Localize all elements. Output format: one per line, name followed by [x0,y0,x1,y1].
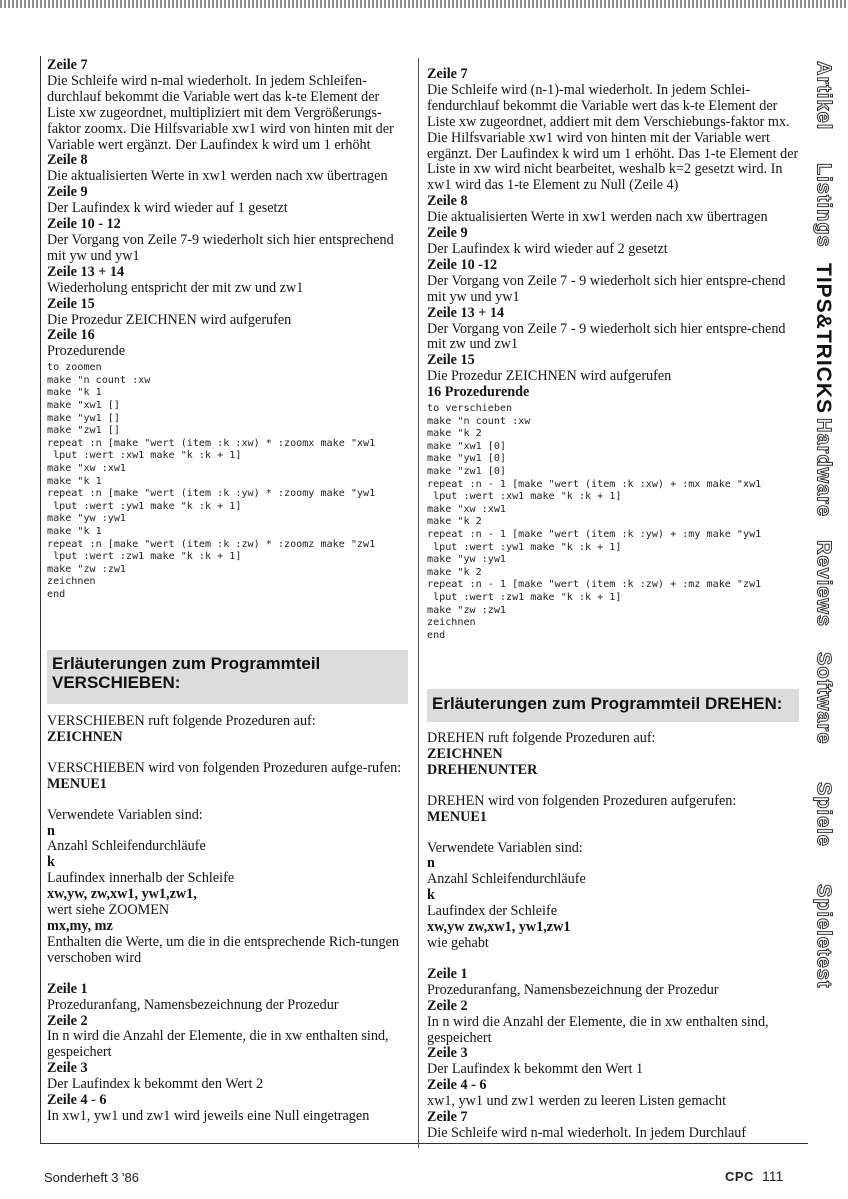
paragraph: Der Laufindex k bekommt den Wert 1 [427,1061,644,1078]
line-heading: Zeile 4 - 6 [427,1077,487,1094]
paragraph: Der Laufindex k wird wieder auf 2 gesetzt [427,240,668,257]
spacer [47,746,411,761]
paragraph: Prozeduranfang, Namensbezeichnung der Prozedur [47,996,339,1013]
paragraph: DREHEN wird von folgenden Prozeduren aufgerufen: [427,792,737,809]
line-heading: Zeile 7 [427,67,468,82]
right-explanation-block [427,731,799,1148]
side-tab-software: Software [812,651,835,745]
spacer [47,793,411,808]
line-heading: Zeile 13 + 14 [47,263,125,280]
line-heading: Zeile 8 [47,152,88,169]
paragraph: Die Prozedur ZEICHNEN wird aufgerufen [427,368,672,385]
side-tab-tips-tricks: TIPS&TRICKS [812,262,835,414]
line-heading: Zeile 9 [47,184,88,201]
line-heading: MENUE1 [47,775,107,792]
column-divider [418,58,419,1148]
line-heading: Zeile 9 [427,225,468,242]
paragraph: Verwendete Variablen sind: [427,839,583,856]
right-code-listing: to verschieben make "n count :xw make "k 2 make "xw1 [0] make "yw1 [0] make "zw1 [0] repeat :n - 1 [make "wert (item :k :xw) + :mx make "xw1 lput :wert :xw1 make "k :k + 1] make "xw :xw1 make "k 2 repeat :n - 1 [make "wert (item :k :yw) + :my make "yw1 lput :wert :yw1 make "k :k + 1] make "yw :yw1 make "k 2 repeat :n - 1 [make "wert (item :k :zw) + :mz make "zw1 lput :wert :zw1 make "k :k + 1] make "zw :zw1 zeichnen end [427,403,762,641]
paragraph: Die aktualisierten Werte in xw1 werden nach xw übertragen [47,168,388,185]
paragraph: DREHEN ruft folgende Prozeduren auf: [427,731,656,746]
line-heading: Zeile 2 [427,997,468,1014]
line-heading: k [427,887,435,904]
line-heading: ZEICHNEN [47,728,123,745]
line-heading: ZEICHNEN [427,745,503,762]
spacer [427,779,799,794]
line-heading: Zeile 15 [47,295,95,312]
side-tab-artikel: Artikel [812,61,835,131]
page-footer [725,1168,783,1184]
line-heading: Zeile 10 - 12 [47,216,121,233]
paragraph: In n wird die Anzahl der Elemente, die in xw enthalten sind, gespeichert [427,1013,769,1046]
paragraph: wert siehe ZOOMEN [47,902,170,919]
magazine-logo: CPC [725,1169,754,1184]
paragraph: wie gehabt [427,934,489,951]
line-heading: Zeile 1 [47,980,88,997]
line-heading: Zeile 7 [427,1109,468,1126]
paragraph: Die aktualisierten Werte in xw1 werden nach xw übertragen [427,209,768,226]
page-number: 111 [761,1168,784,1184]
category-side-tabs [808,60,838,1150]
line-heading: Zeile 3 [427,1045,468,1062]
side-tab-spieletest: Spieletest [812,883,835,989]
paragraph: Die Schleife wird n-mal wiederholt. In jedem Durchlauf [427,1124,747,1141]
paragraph: Wiederholung entspricht der mit zw und zw1 [47,279,304,296]
paragraph: Der Laufindex k wird wieder auf 1 gesetzt [47,200,288,217]
paragraph: VERSCHIEBEN ruft folgende Prozeduren auf: [47,714,316,729]
left-text-block [47,58,411,360]
issue-label: Sonderheft 3 '86 [44,1170,139,1185]
side-tab-spiele: Spiele [812,781,835,847]
line-heading: Zeile 16 [47,327,95,344]
line-heading: Zeile 1 [427,965,468,982]
paragraph: In n wird die Anzahl der Elemente, die in xw enthalten sind, gespeichert [47,1028,389,1061]
paragraph: Die Schleife wird (n-1)-mal wiederholt. In jedem Schlei-fendurchlauf bekommt die Variable wert das k-te Element der Liste xw zugeordnet, addiert mit dem Verschiebungs-faktor mx. Die Hilfsvariable xw1 wird von hinten mit der Variable wert ergänzt. Der Laufindex k wird um 1 erhöht. Das 1-te Element der Liste in xw wird nicht bearbeitet, weshalb k=2 gesetzt wird. In xw1 wird das 1-te Element zu Null (Zeile 4) [427,81,799,194]
line-heading: Zeile 8 [427,193,468,210]
left-code-listing: to zoomen make "n count :xw make "k 1 make "xw1 [] make "yw1 [] make "zw1 [] repeat :n [make "wert (item :k :xw) * :zoomx make "xw1 lput :wert :xw1 make "k :k + 1] make "xw :xw1 make "k 1 repeat :n [make "wert (item :k :yw) * :zoomy make "yw1 lput :wert :yw1 make "k :k + 1] make "yw :yw1 make "k 1 repeat :n [make "wert (item :k :zw) * :zoomz make "zw1 lput :wert :zw1 make "k :k + 1] make "zw :zw1 zeichnen end [47,362,376,600]
paragraph: Prozeduranfang, Namensbezeichnung der Prozedur [427,981,719,998]
line-heading: Zeile 7 [47,58,88,73]
section-heading-drehen: Erläuterungen zum Programmteil DREHEN: [427,689,799,722]
side-tab-listings: Listings [812,162,835,248]
line-heading: Zeile 10 -12 [427,256,498,273]
spacer [427,826,799,841]
left-explanation-block [47,714,411,1148]
right-text-block [427,67,799,401]
paragraph: In xw1, yw1 und zw1 wird jeweils eine Null eingetragen [47,1107,370,1124]
line-heading: 16 Prozedurende [427,384,530,401]
paragraph: Laufindex innerhalb der Schleife [47,870,235,887]
spacer [427,952,799,967]
line-heading: MENUE1 [427,808,487,825]
line-heading: DREHENUNTER [427,761,538,778]
paragraph: xw1, yw1 und zw1 werden zu leeren Listen gemacht [427,1093,727,1110]
section-heading-verschieben: Erläuterungen zum Programmteil VERSCHIEBEN: [47,650,408,704]
paragraph: Laufindex der Schleife [427,903,557,920]
spacer [47,967,411,982]
side-tab-reviews: Reviews [812,540,835,628]
line-heading: xw,yw zw,xw1, yw1,zw1 [427,919,571,936]
line-heading: Zeile 15 [427,352,475,369]
line-heading: n [427,855,435,872]
line-heading: Zeile 4 - 6 [47,1092,107,1109]
paragraph: Der Vorgang von Zeile 7 - 9 wiederholt sich hier entspre-chend mit yw und yw1 [427,272,786,305]
paragraph: Der Vorgang von Zeile 7-9 wiederholt sich hier entsprechend mit yw und yw1 [47,231,394,264]
paragraph: Die Prozedur ZEICHNEN wird aufgerufen [47,311,292,328]
line-heading: Zeile 3 [47,1060,88,1077]
paragraph: VERSCHIEBEN wird von folgenden Prozeduren aufge-rufen: [47,759,402,776]
top-rule [0,0,848,8]
paragraph: Anzahl Schleifendurchläufe [47,838,206,855]
line-heading: Zeile 13 + 14 [427,304,505,321]
paragraph: Die Schleife wird n-mal wiederholt. In jedem Schleifen-durchlauf bekommt die Variable wert das k-te Element der Liste xw zugeordnet, multipliziert mit dem Vergrößerungs-faktor zoomx. Die Hilfsvariable xw1 wird von hinten mit der Variable wert ergänzt. Der Laufindex k wird um 1 erhöht [47,72,394,153]
line-heading: n [47,822,55,839]
side-tab-hardware: Hardware [812,418,835,518]
line-heading: xw,yw, zw,xw1, yw1,zw1, [47,886,197,903]
paragraph: Der Laufindex k bekommt den Wert 2 [47,1076,264,1093]
paragraph: Enthalten die Werte, um die in die entsprechende Rich-tungen verschoben wird [47,933,399,966]
line-heading: Zeile 2 [47,1012,88,1029]
paragraph: Der Vorgang von Zeile 7 - 9 wiederholt sich hier entspre-chend mit zw und zw1 [427,320,786,353]
line-heading: mx,my, mz [47,917,113,934]
line-heading: k [47,854,55,871]
paragraph: Anzahl Schleifendurchläufe [427,871,586,888]
paragraph: Verwendete Variablen sind: [47,806,203,823]
paragraph: Prozedurende [47,343,125,360]
